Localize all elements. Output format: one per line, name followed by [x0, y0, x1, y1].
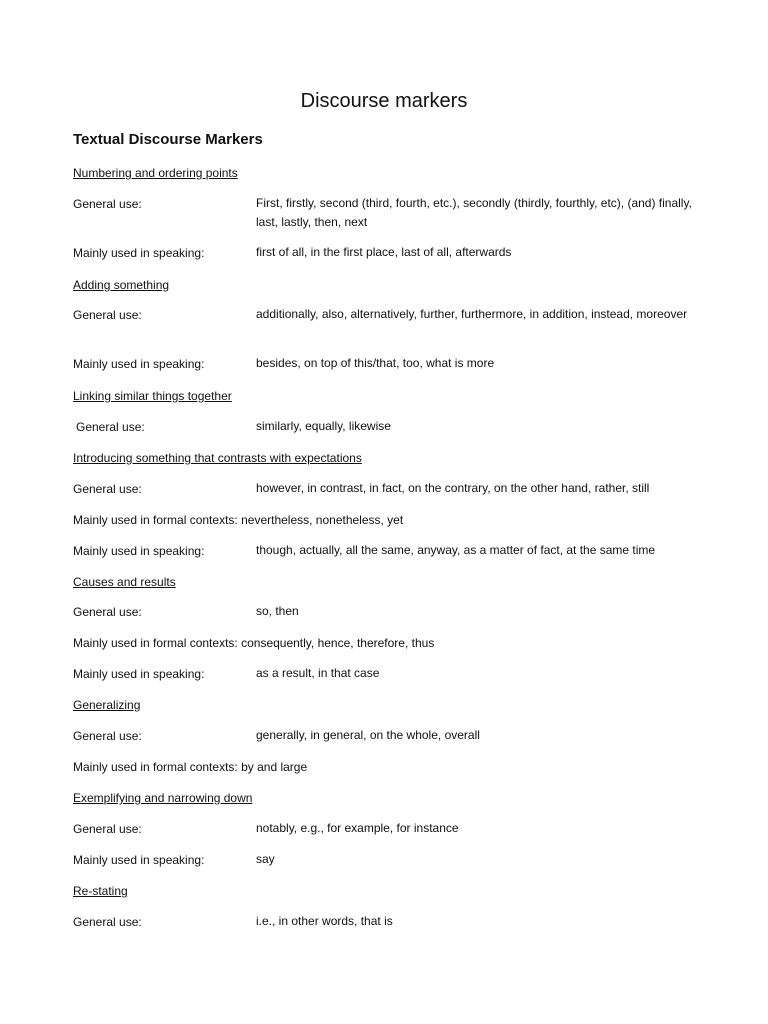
row-label: Mainly used in speaking: — [73, 667, 205, 681]
row-value: however, in contrast, in fact, on the contrary, on the other hand, rather, still — [256, 481, 650, 495]
row-value: besides, on top of this/that, too, what is more — [256, 356, 495, 370]
row-label: General use: — [73, 729, 142, 743]
row-label: Mainly used in speaking: — [73, 357, 205, 371]
row-value: generally, in general, on the whole, overall — [256, 728, 480, 742]
row-value: as a result, in that case — [256, 666, 380, 680]
row-value: though, actually, all the same, anyway, as a matter of fact, at the same time — [256, 543, 656, 557]
row-label: General use: — [76, 420, 145, 434]
heading-contrast: Introducing something that contrasts with expectations — [73, 451, 362, 465]
row-label: General use: — [73, 822, 142, 836]
section-title: Textual Discourse Markers — [73, 131, 263, 148]
row-label: Mainly used in formal contexts: — [73, 513, 238, 527]
row-value: notably, e.g., for example, for instance — [256, 821, 459, 835]
row-value: First, firstly, second (third, fourth, etc.), secondly (thirdly, fourthly, etc), (and) finally, last, lastly, then, next — [256, 196, 692, 229]
heading-causes: Causes and results — [73, 575, 176, 589]
inline-row — [73, 759, 307, 775]
row-label: General use: — [73, 197, 142, 211]
row-label: General use: — [73, 605, 142, 619]
heading-adding: Adding something — [73, 278, 170, 292]
row-value: say — [256, 852, 275, 866]
row-value: i.e., in other words, that is — [256, 914, 393, 928]
inline-row — [73, 635, 434, 651]
row-label: General use: — [73, 308, 142, 322]
heading-generalizing: Generalizing — [73, 698, 141, 712]
heading-numbering: Numbering and ordering points — [73, 166, 238, 180]
row-label: General use: — [73, 482, 142, 496]
page-title: Discourse markers — [300, 90, 468, 112]
row-value: so, then — [256, 604, 299, 618]
heading-exemplifying: Exemplifying and narrowing down — [73, 791, 253, 805]
heading-restating: Re-stating — [73, 884, 128, 898]
row-label: Mainly used in formal contexts: — [73, 636, 238, 650]
row-label: Mainly used in speaking: — [73, 246, 205, 260]
row-value: consequently, hence, therefore, thus — [241, 636, 435, 650]
row-label: Mainly used in formal contexts: — [73, 760, 238, 774]
row-label: General use: — [73, 915, 142, 929]
row-value: nevertheless, nonetheless, yet — [241, 513, 404, 527]
row-value: similarly, equally, likewise — [256, 419, 391, 433]
row-label: Mainly used in speaking: — [73, 853, 205, 867]
row-value: first of all, in the first place, last of all, afterwards — [256, 245, 512, 259]
row-value: by and large — [241, 760, 308, 774]
row-label: Mainly used in speaking: — [73, 544, 205, 558]
inline-row — [73, 512, 403, 528]
row-value: additionally, also, alternatively, further, furthermore, in addition, instead, moreover — [256, 307, 688, 321]
heading-linking: Linking similar things together — [73, 389, 232, 403]
